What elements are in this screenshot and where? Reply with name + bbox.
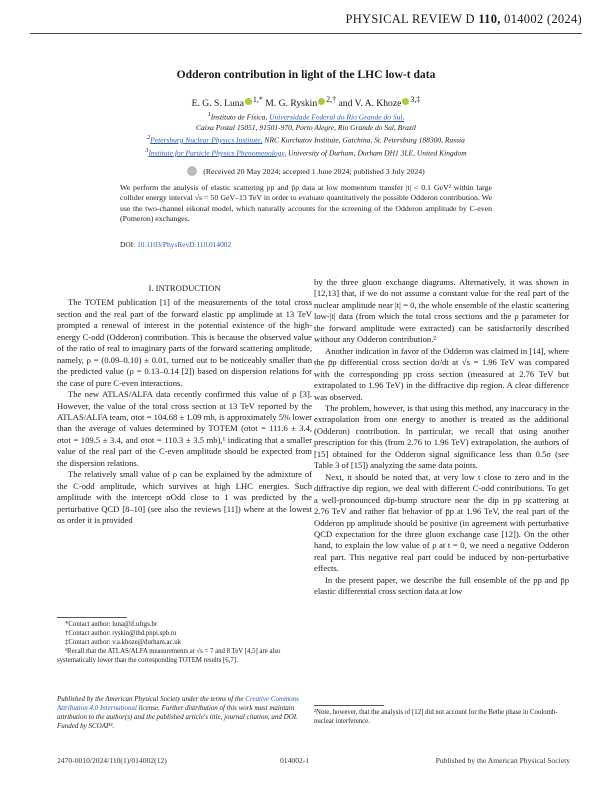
author-list [0,95,612,109]
affiliation-text: University of Durham, Durham DH1 3LE, United Kingdom [288,148,467,158]
affiliation-link[interactable]: Universidade Federal do Rio Grande do Sul, [269,112,405,122]
body-paragraph: Next, it should be noted that, at very low t close to zero and in the diffractive dip region, we deal with different C-odd contributions. To get a well-pronounced dip-bump structure near the dip in pp scattering at 2.76 TeV and rather flat behavior of p̄p at 1.96 TeV, the real part of the Odderon pp amplitude should be positive (in agreement with perturbative QCD expectation for the three gluon exchange case [12]). On the other hand, to explain the low value of ρ at t = 0, we need a negative Odderon real part. This negative real part could be induced by non-perturbative effects. [314,471,569,574]
body-paragraph: The problem, however, is that using this method, any inaccuracy in the extrapolation from one energy to another is treated as the additional (Odderon) contribution. In particular, we recall that using another prescription for this (from 2.76 to 1.96 TeV) extrapolation, the authors of [15] obtained for the Odderon signal significance less than 0.5σ (see Table 3 of [15]) analyzing the same data points. [314,402,569,471]
doi-label: DOI: [120,240,136,249]
author-conjunction: and [338,98,353,110]
body-paragraph: In the present paper, we describe the full ensemble of the pp and p̄p elastic differential cross section data at low [314,574,569,597]
body-paragraph: The relatively small value of ρ can be explained by the admixture of the C-odd amplitude, which survives at high LHC energies. Such amplitude with the intercept αOdd close to 1 was predicted by the perturbative QCD [8–10] (see also the reviews [11]) where at the lowest αs order it is provided [57,469,312,526]
orcid-icon[interactable] [318,98,325,105]
license-text: license. Further distribution of this work must maintain attribution to the author(s) and the published article's title, journal citation, and DOI. Funded by SCOAP³. [57,704,298,731]
right-footnote [314,705,569,727]
affiliation-text: NRC Kurchatov Institute, Gatchina, St. Petersburg 188300, Russia [264,135,465,145]
body-paragraph: The new ATLAS/ALFA data recently confirmed this value of ρ [3]. However, the value of the total cross section at 13 TeV reported by the ATLAS/ALFA team, σtot = 104.68 ± 1.09 mb, is approximately 5% lower than the average of values determined by TOTEM (σtot = 111.6 ± 3.4, σtot = 109.5 ± 3.4, and σtot = 110.3 ± 3.5 mb),¹ indicating that a smaller value of the real part of the C-even amplitude should be expected from the dispersion relations. [57,389,312,468]
body-paragraph: The TOTEM publication [1] of the measurements of the total cross section and the real part of the forward elastic pp amplitude at 13 TeV prompted a renewal of interest in the potential existence of the high-energy C-odd (Odderon) contribution. This is because the observed value of the ratio of real to imaginary parts of the forward scattering amplitude, namely, ρ = (0.09–0.10) ± 0.01, turned out to be noticeably smaller than the predicted value (ρ = 0.13–0.14 [2]) based on dispersion relations for the case of pure C-even interactions. [57,297,312,388]
license-link[interactable]: Creative Commons Attribution 4.0 International [57,695,299,713]
affiliation-text: Instituto de Física, [210,112,268,122]
journal-header [345,12,582,27]
footnote: †Contact author: ryskin@thd.pnpi.spb.ru [65,629,177,637]
footer-page-number: 014002-1 [280,756,310,765]
paper-title: Odderon contribution in light of the LHC low-t data [176,68,436,81]
footer-issn: 2470-0010/2024/110(1)/014002(12) [57,756,167,765]
author-affiliation-marker: 1,* [252,95,263,104]
right-column [314,277,569,598]
footnote-rule [57,617,127,618]
body-paragraph: by the three gluon exchange diagrams. Alternatively, it was shown in [12,13] that, if we do not assume a constant value for the real part of the nuclear amplitude near |t| = 0, the whole ensemble of the elastic scattering low-|t| data (from which the total cross sections and the ρ parameter for the forward amplitude were extracted) can be satisfactorily described without any Odderon contribution.² [314,277,569,345]
section-heading: I. INTRODUCTION [148,283,221,293]
author-affiliation-marker: 3,‡ [410,95,421,104]
affiliation-link[interactable]: Institute for Particle Physics Phenomenology, [148,148,287,158]
author-name[interactable]: E. G. S. Luna [191,98,244,110]
abstract: We perform the analysis of elastic scattering pp and p̄p data at low momentum transfer |t| < 0.1 GeV² within large collider energy interval √s = 50 GeV–13 TeV in order to evaluate quantitatively the possible Odderon contribution. We use the two-channel eikonal model, which naturally accounts for the screening of the Odderon amplitude by C-even (Pomeron) exchanges. [120,183,492,223]
orcid-icon[interactable] [245,98,252,105]
affiliation-text: Caixa Postal 15051, 91501-970, Porto Alegre, Rio Grande do Sul, Brazil [196,122,416,132]
left-column [57,283,312,527]
license-note [57,695,312,731]
orcid-icon[interactable] [402,98,409,105]
footnote: ¹Recall that the ATLAS/ALFA measurements at √s = 7 and 8 TeV [4,5] are also systematically lower than the corresponding TOTEM results [6,7]. [57,647,281,664]
publication-dates [0,166,612,176]
author-affiliation-marker: 2,† [326,95,337,104]
dates-text: (Received 20 May 2024; accepted 1 June 2024; published 3 July 2024) [203,167,425,176]
body-paragraph: Another indication in favor of the Odderon was claimed in [14], where the p̄p differential cross section dσ/dt at √s = 1.96 TeV was compared with the corresponding pp cross section (measured at 2.76 TeV but extrapolated to 1.96 TeV) in the diffractive dip region. A clear difference was observed. [314,345,569,402]
doi-link[interactable]: 10.1103/PhysRevD.110.014002 [137,240,232,249]
affiliation-link[interactable]: Petersburg Nuclear Physics Institute, [150,135,263,145]
affiliations: $^1$Instituto de Física, Universidade Federal do Rio Grande do Sul, Caixa Postal 15051, 91501-970, Porto Alegre, Rio Grande do Sul, Brazil $^2$Petersburg Nuclear Physics Institute, NRC Kurchatov Institute, Gatchina, St. Petersburg 188300, Russia $^3$Institute for Particle Physics Phenomenology, University of Durham, Durham DH1 3LE, United Kingdom [0,110,612,158]
header-rule [30,33,582,34]
footnotes [57,617,312,666]
doi-line [120,240,231,249]
license-text: Published by the American Physical Society under the terms of the [57,695,244,703]
footer-publisher: Published by the American Physical Society [435,756,570,765]
crossmark-icon[interactable] [187,166,197,176]
author-name[interactable]: V. A. Khoze [354,98,402,110]
footnote-rule [314,705,384,706]
footnote: ‡Contact author: v.a.khoze@durham.ac.uk [65,638,182,646]
footnote: *Contact author: luna@if.ufrgs.br [65,621,158,628]
journal-volume: 110, [478,12,501,26]
footnote: ²Note, however, that the analysis of [12] did not account for the Bethe phase in Coulomb-nuclear interference. [314,709,558,725]
author-name[interactable]: M. G. Ryskin [265,98,318,110]
article-number: 014002 (2024) [504,12,582,26]
journal-name: PHYSICAL REVIEW D [345,12,475,26]
